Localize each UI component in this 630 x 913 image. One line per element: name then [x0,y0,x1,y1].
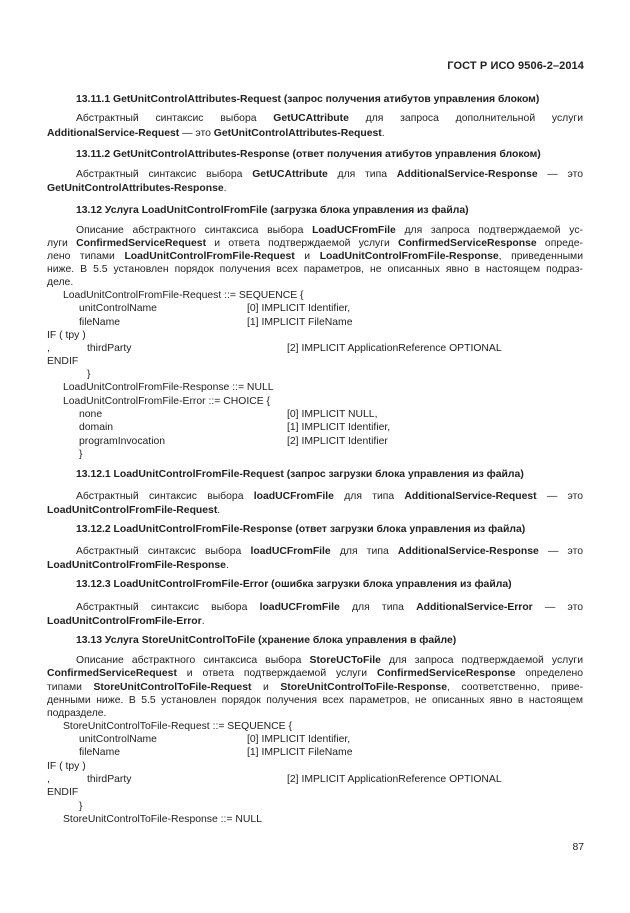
paragraph-line: подразделе. [47,708,107,719]
code-line: LoadUnitControlFromFile-Response ::= NULL [63,382,274,393]
section-heading-13-12-1: 13.12.1 LoadUnitControlFromFile-Request (запрос загрузки блока управления из файла) [76,469,524,480]
code-field-name: thirdParty [87,774,132,785]
section-heading-13-12-3: 13.12.3 LoadUnitControlFromFile-Error (ошибка загрузки блока управления из файла) [76,579,512,590]
code-field-name: programInvocation [79,436,166,447]
code-line: } [87,369,91,380]
section-heading-13-11-1: 13.11.1 GetUnitControlAttributes-Request (запрос получения атибутов управления блоком) [76,94,540,105]
paragraph-line: Абстрактный синтаксис выбора loadUCFromFile для типа AdditionalService-Error — это [76,602,583,613]
paragraph-line: Описание абстрактного синтаксиса выбора LoadUCFromFile для запроса подтверждаемой ус- [76,225,583,236]
paragraph-line: денными ниже. В 5.5 установлен порядок получения всех параметров, не описанных явно в настоящем [47,695,583,706]
code-field-name: unitControlName [79,734,157,745]
code-line: } [79,449,83,460]
page-number: 87 [572,842,584,853]
section-heading-13-13: 13.13 Услуга StoreUnitControlToFile (хранение блока управления в файле) [76,635,457,646]
code-line: LoadUnitControlFromFile-Request ::= SEQUENCE { [63,290,304,301]
code-field-name: thirdParty [87,343,132,354]
paragraph-line: деле. [47,277,74,288]
paragraph-line: Описание абстрактного синтаксиса выбора StoreUCToFile для запроса подтверждаемой услуги [76,655,583,666]
code-line: IF ( tpy ) [47,330,86,341]
section-heading-13-12-2: 13.12.2 LoadUnitControlFromFile-Response (ответ загрузки блока управления из файла) [76,524,526,535]
code-field-type: [1] IMPLICIT FileName [247,747,353,758]
paragraph-line: луги ConfirmedServiceRequest и ответа подтверждаемой услуги ConfirmedServiceResponse опреде- [47,238,583,249]
code-line: StoreUnitControlToFile-Request ::= SEQUENCE { [63,721,292,732]
code-line: ENDIF [47,356,79,367]
code-field-type: [0] IMPLICIT Identifier, [247,734,351,745]
paragraph-line: ConfirmedServiceRequest и ответа подтверждаемой услуги ConfirmedServiceResponse определено [47,668,583,679]
code-line: , [47,774,50,785]
code-line: IF ( tpy ) [47,761,86,772]
code-field-name: none [79,409,103,420]
code-line: , [47,343,50,354]
code-field-name: fileName [79,747,120,758]
paragraph-line: типами StoreUnitControlToFile-Request и StoreUnitControlToFile-Response, соответственно, приве- [47,682,583,693]
code-field-type: [0] IMPLICIT NULL, [287,409,378,420]
code-field-type: [1] IMPLICIT FileName [247,317,353,328]
code-field-type: [2] IMPLICIT ApplicationReference OPTIONAL [287,343,502,354]
code-line: StoreUnitControlToFile-Response ::= NULL [63,814,262,825]
code-field-type: [1] IMPLICIT Identifier, [287,422,391,433]
paragraph-line: Абстрактный синтаксис выбора loadUCFromFile для типа AdditionalService-Request — это [76,491,583,502]
paragraph-line: ниже. В 5.5 установлен порядок получения всех параметров, не описанных явно в настоящем подраз- [47,264,583,275]
paragraph-line: LoadUnitControlFromFile-Response. [47,560,229,571]
code-line: LoadUnitControlFromFile-Error ::= CHOICE { [63,396,271,407]
code-field-type: [0] IMPLICIT Identifier, [247,303,351,314]
paragraph-line: LoadUnitControlFromFile-Request. [47,505,221,516]
paragraph-line: GetUnitControlAttributes-Response. [47,183,227,194]
paragraph-line: Абстрактный синтаксис выбора loadUCFromFile для типа AdditionalService-Response — это [76,546,583,557]
code-line: } [79,801,83,812]
code-field-type: [2] IMPLICIT ApplicationReference OPTIONAL [287,774,502,785]
paragraph-line: Абстрактный синтаксис выбора GetUCAttribute для запроса дополнительной услуги [76,113,583,124]
paragraph-line: AdditionalService-Request — это GetUnitControlAttributes-Request. [47,128,385,139]
code-line: ENDIF [47,787,79,798]
paragraph-line: LoadUnitControlFromFile-Error. [47,616,205,627]
section-heading-13-11-2: 13.11.2 GetUnitControlAttributes-Response (ответ получения атибутов управления блоком) [76,149,541,160]
code-field-name: domain [79,422,114,433]
code-field-name: unitControlName [79,303,157,314]
standard-header: ГОСТ Р ИСО 9506-2–2014 [447,60,584,72]
paragraph-line: Абстрактный синтаксис выбора GetUCAttribute для типа AdditionalService-Response — это [76,169,583,180]
paragraph-line: лено типами LoadUnitControlFromFile-Request и LoadUnitControlFromFile-Response, приведенными [47,251,583,262]
code-field-name: fileName [79,317,120,328]
code-field-type: [2] IMPLICIT Identifier [287,436,388,447]
section-heading-13-12: 13.12 Услуга LoadUnitControlFromFile (загрузка блока управления из файла) [76,205,469,216]
